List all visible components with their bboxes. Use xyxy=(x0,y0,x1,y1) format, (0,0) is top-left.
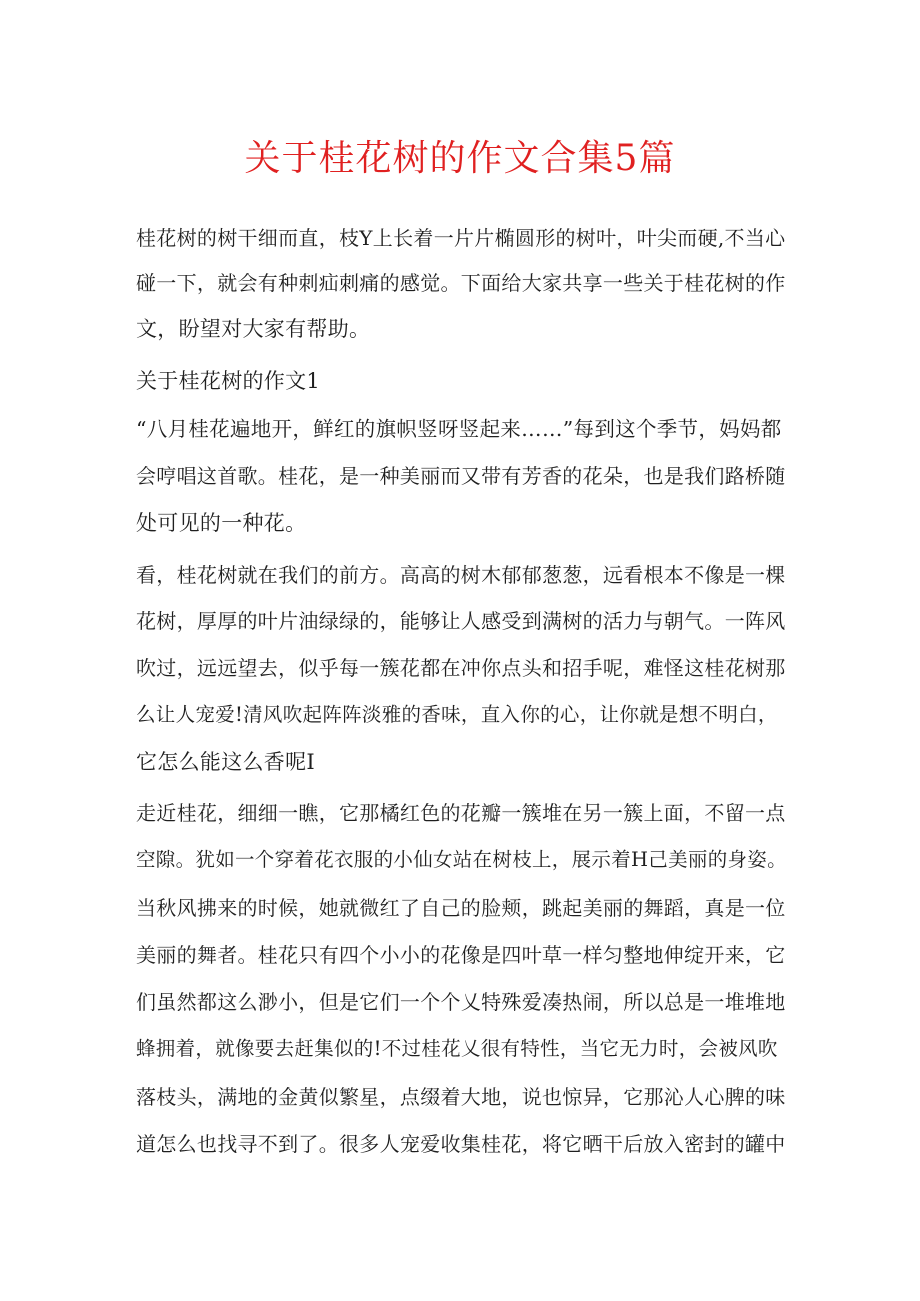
text-line: 看，桂花树就在我们的前方。高高的树木郁郁葱葱，远看根本不像是一棵 xyxy=(136,563,786,587)
text-line: 落枝头，满地的金黄似繁星，点缀着大地，说也惊异，它那沁人心脾的味 xyxy=(136,1085,786,1109)
text-line: 花树，厚厚的叶片油绿绿的，能够让人感受到满树的活力与朝气。一阵风 xyxy=(136,609,786,633)
text-line: 空隙。犹如一个穿着花衣服的小仙女站在树枝上，展示着H己美丽的身姿。 xyxy=(136,848,787,871)
text-line: 蜂拥着，就像要去赶集似的!不过桂花乂很有特性，当它无力时，会被风吹 xyxy=(136,1037,778,1060)
text-line: 碰一下，就会有种刺疝刺痛的感觉。下面给大家共享一些关于桂花树的作 xyxy=(136,271,786,295)
text-line: 们虽然都这么渺小，但是它们一个个乂特殊爱凑热闹，所以总是一堆堆地 xyxy=(136,990,786,1014)
text-line: 文，盼望对大家有帮助。 xyxy=(136,317,371,341)
section-heading: 关于桂花树的作文1 xyxy=(136,369,321,393)
text-line: 走近桂花，细细一瞧，它那橘红色的花瓣一簇堆在另一簇上面，不留一点 xyxy=(136,801,786,825)
text-line: 它怎么能这么香呢I xyxy=(136,750,315,774)
text-line: 处可见的一种花。 xyxy=(136,511,307,535)
text-line: 当秋风拂来的时候，她就微红了自己的脸颊，跳起美丽的舞蹈，真是一位 xyxy=(136,896,786,920)
text-line: 会哼唱这首歌。桂花，是一种美丽而又带有芳香的花朵，也是我们路桥随 xyxy=(136,464,786,488)
text-line: 美丽的舞者。桂花只有四个小小的花像是四叶草一样匀整地伸绽开来，它 xyxy=(136,943,786,967)
text-line: 么让人宠爱!清风吹起阵阵淡雅的香味，直入你的心，让你就是想不明白， xyxy=(136,703,778,726)
text-line: 吹过，远远望去，似乎每一簇花都在冲你点头和招手呢，难怪这桂花树那 xyxy=(136,656,786,680)
text-line: “八月桂花遍地开，鲜红的旗帜竖呀竖起来……”每到这个季节，妈妈都 xyxy=(136,417,782,441)
text-line: 桂花树的树干细而直，枝Y上长着一片片椭圆形的树叶，叶尖而硬,不当心 xyxy=(136,226,786,250)
document-title: 关于桂花树的作文合集5篇 xyxy=(244,138,676,179)
text-line: 道怎么也找寻不到了。很多人宠爱收集桂花，将它晒干后放入密封的罐中 xyxy=(136,1132,786,1156)
